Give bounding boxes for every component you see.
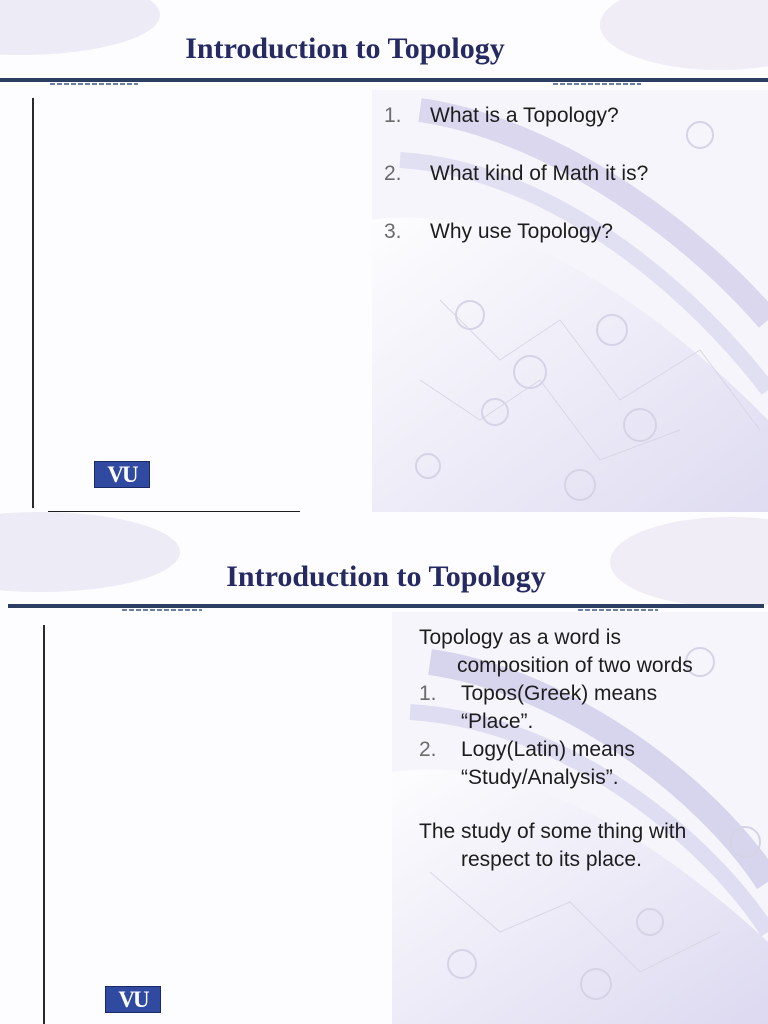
title-divider	[8, 604, 764, 608]
topic-list	[384, 102, 704, 276]
vu-logo: VU	[94, 461, 150, 488]
list-number: 2.	[384, 162, 402, 185]
intro-paragraph: Topology as a word is composition of two words	[419, 626, 693, 677]
left-margin-line	[43, 625, 45, 1024]
slide-body	[419, 624, 719, 874]
list-text: What is a Topology?	[430, 104, 619, 127]
conclusion-paragraph: The study of some thing with respect to its place.	[419, 820, 687, 871]
vu-logo: VU	[105, 986, 161, 1013]
list-item	[419, 736, 719, 792]
divider-accent-right	[553, 83, 641, 85]
title-divider	[0, 78, 768, 82]
list-text: Topos(Greek) means “Place”.	[461, 682, 658, 733]
list-text: What kind of Math it is?	[430, 162, 649, 185]
list-number: 2.	[419, 738, 437, 761]
divider-accent-left	[122, 609, 202, 611]
divider-accent-right	[578, 609, 658, 611]
list-item	[384, 218, 704, 246]
list-item	[384, 102, 704, 130]
list-text: Why use Topology?	[430, 220, 613, 243]
list-number: 1.	[384, 104, 402, 127]
list-item	[384, 160, 704, 188]
list-number: 3.	[384, 220, 402, 243]
divider-accent-left	[50, 83, 138, 85]
slide-title: Introduction to Topology	[226, 560, 546, 593]
list-text: Logy(Latin) means “Study/Analysis”.	[461, 738, 635, 789]
slide-2	[0, 512, 768, 1024]
slide-title: Introduction to Topology	[185, 32, 505, 65]
list-number: 1.	[419, 682, 437, 705]
list-item	[419, 680, 719, 736]
left-margin-line	[32, 98, 34, 508]
